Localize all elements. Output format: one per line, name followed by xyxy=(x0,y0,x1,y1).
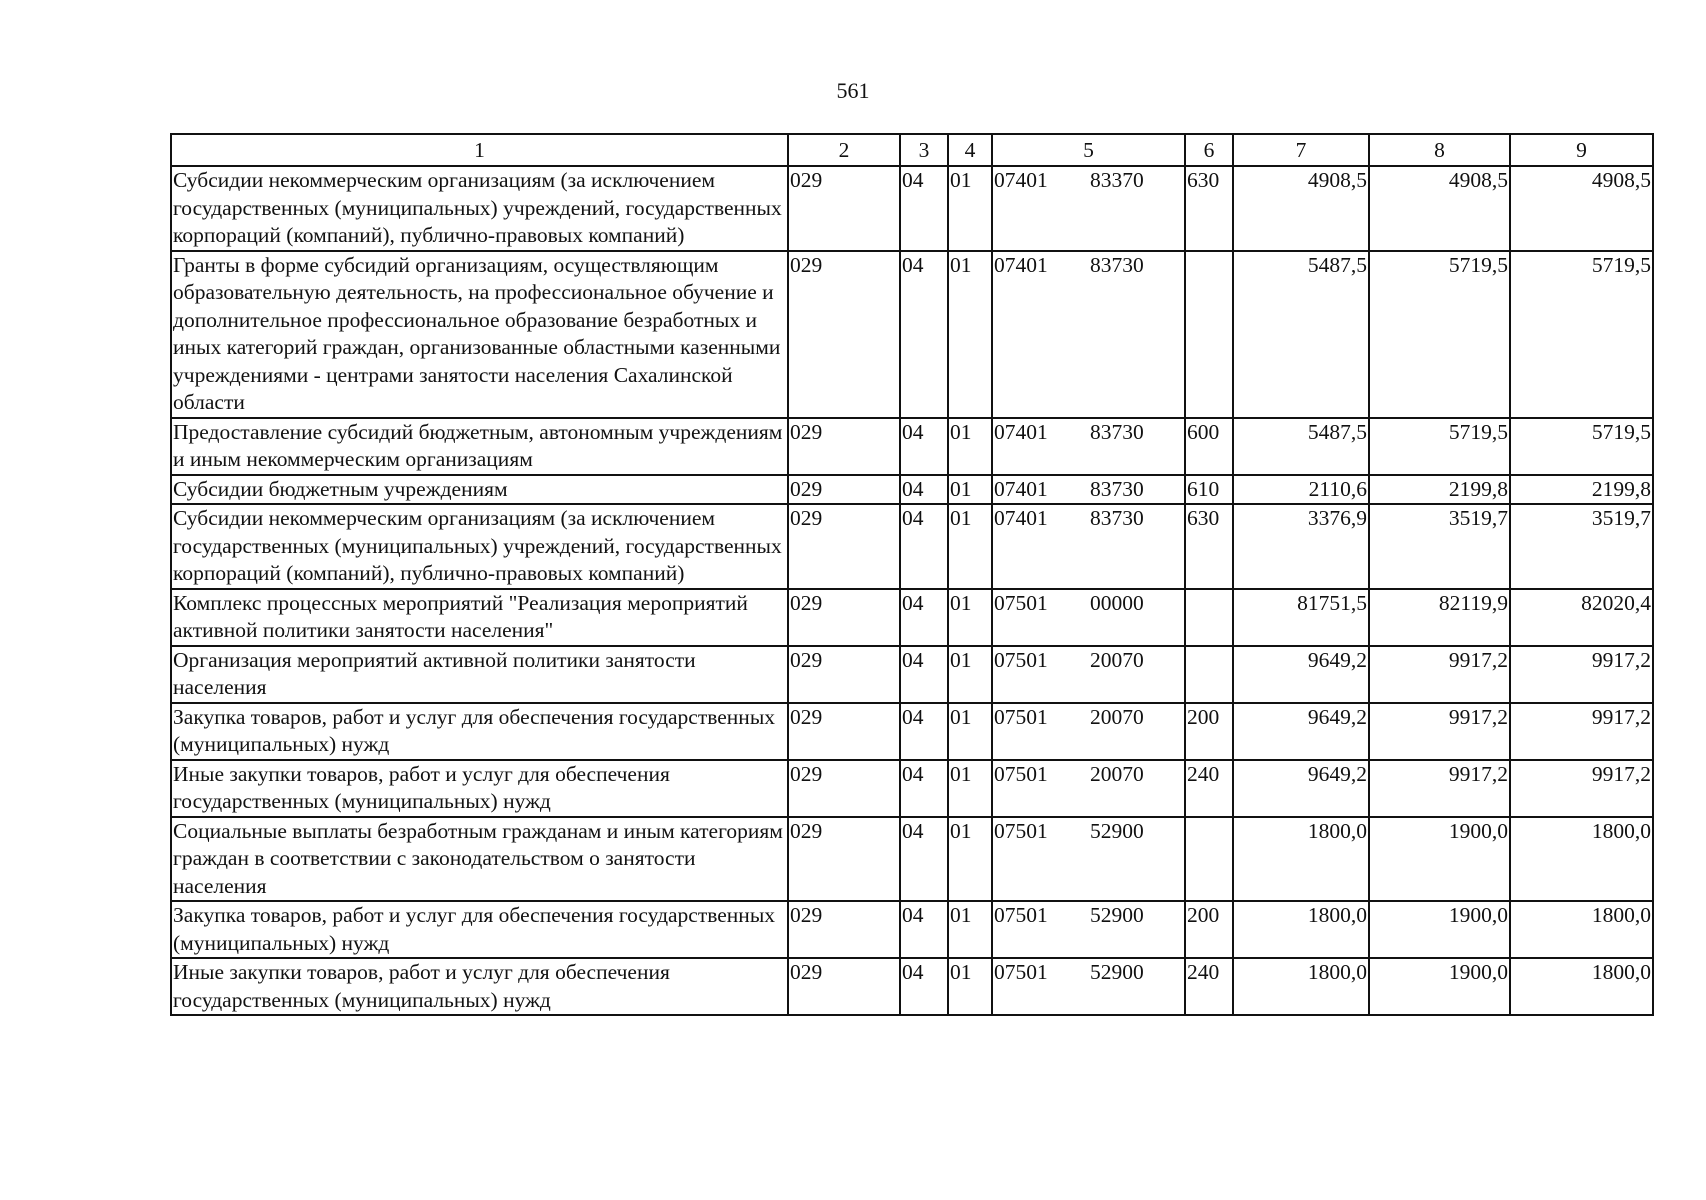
row-target-article-cell xyxy=(992,504,1185,589)
row-target-article-cell xyxy=(992,703,1185,760)
row-amount-year1-cell: 81751,5 xyxy=(1233,589,1369,646)
row-target-article-cell xyxy=(992,251,1185,418)
row-section-code-cell: 04 xyxy=(900,251,948,418)
row-amount-year2-cell: 82119,9 xyxy=(1369,589,1510,646)
target-article-program-code: 07401 xyxy=(994,419,1048,444)
target-article-direction-code: 83730 xyxy=(1090,419,1144,444)
row-subsection-code-cell: 01 xyxy=(948,589,992,646)
target-article-program-code: 07501 xyxy=(994,903,1048,927)
table-body xyxy=(171,166,1653,1015)
row-expense-type-cell: 630 xyxy=(1185,166,1233,251)
row-admin-code-cell: 029 xyxy=(788,901,900,958)
row-amount-year3-cell: 9917,2 xyxy=(1510,646,1653,703)
row-amount-year2-cell: 9917,2 xyxy=(1369,646,1510,703)
row-expense-type-cell: 610 xyxy=(1185,475,1233,505)
column-header-3: 3 xyxy=(900,134,948,166)
table-row xyxy=(171,817,1653,902)
row-name-cell: Закупка товаров, работ и услуг для обеспечения государственных (муниципальных) нужд xyxy=(171,703,788,760)
row-admin-code-cell: 029 xyxy=(788,166,900,251)
row-target-article-cell xyxy=(992,646,1185,703)
row-amount-year2-cell: 3519,7 xyxy=(1369,504,1510,589)
target-article-program-code: 07401 xyxy=(994,252,1048,277)
row-section-code-cell: 04 xyxy=(900,589,948,646)
budget-table xyxy=(170,133,1654,1016)
column-header-5: 5 xyxy=(992,134,1185,166)
row-amount-year3-cell: 1800,0 xyxy=(1510,817,1653,902)
table-row xyxy=(171,703,1653,760)
row-amount-year2-cell: 5719,5 xyxy=(1369,251,1510,418)
row-admin-code-cell: 029 xyxy=(788,817,900,902)
row-subsection-code-cell: 01 xyxy=(948,760,992,817)
row-name-cell: Субсидии бюджетным учреждениям xyxy=(171,475,788,505)
table-row xyxy=(171,418,1653,475)
row-subsection-code-cell: 01 xyxy=(948,703,992,760)
table-row xyxy=(171,166,1653,251)
row-admin-code-cell: 029 xyxy=(788,504,900,589)
row-admin-code-cell: 029 xyxy=(788,703,900,760)
row-admin-code-cell: 029 xyxy=(788,418,900,475)
table-header-row xyxy=(171,134,1653,166)
row-section-code-cell: 04 xyxy=(900,817,948,902)
row-amount-year3-cell: 3519,7 xyxy=(1510,504,1653,589)
row-amount-year3-cell: 9917,2 xyxy=(1510,760,1653,817)
row-amount-year1-cell: 1800,0 xyxy=(1233,901,1369,958)
table-row xyxy=(171,589,1653,646)
row-subsection-code-cell: 01 xyxy=(948,504,992,589)
row-section-code-cell: 04 xyxy=(900,166,948,251)
row-name-cell: Предоставление субсидий бюджетным, автономным учреждениям и иным некоммерческим организациям xyxy=(171,418,788,475)
column-header-7: 7 xyxy=(1233,134,1369,166)
table-row xyxy=(171,251,1653,418)
row-amount-year2-cell: 9917,2 xyxy=(1369,703,1510,760)
row-section-code-cell: 04 xyxy=(900,703,948,760)
target-article-direction-code: 52900 xyxy=(1090,818,1144,843)
row-subsection-code-cell: 01 xyxy=(948,817,992,902)
target-article-program-code: 07501 xyxy=(994,704,1048,729)
column-header-9: 9 xyxy=(1510,134,1653,166)
row-target-article-cell xyxy=(992,817,1185,902)
row-name-cell: Субсидии некоммерческим организациям (за исключением государственных (муниципальных) учреждений, государственных корпораций (компаний), публично-правовых компаний) xyxy=(171,504,788,589)
column-header-2: 2 xyxy=(788,134,900,166)
row-amount-year1-cell: 4908,5 xyxy=(1233,166,1369,251)
row-expense-type-cell xyxy=(1185,589,1233,646)
target-article-direction-code: 20070 xyxy=(1090,704,1144,729)
row-amount-year3-cell: 5719,5 xyxy=(1510,251,1653,418)
target-article-program-code: 07401 xyxy=(994,506,1048,530)
row-amount-year3-cell: 2199,8 xyxy=(1510,475,1653,505)
row-subsection-code-cell: 01 xyxy=(948,251,992,418)
row-expense-type-cell: 600 xyxy=(1185,418,1233,475)
row-target-article-cell xyxy=(992,901,1185,958)
row-expense-type-cell: 630 xyxy=(1185,504,1233,589)
column-header-8: 8 xyxy=(1369,134,1510,166)
target-article-program-code: 07501 xyxy=(994,761,1048,786)
target-article-direction-code: 83730 xyxy=(1090,476,1144,501)
target-article-direction-code: 83370 xyxy=(1090,168,1144,192)
row-name-cell: Закупка товаров, работ и услуг для обеспечения государственных (муниципальных) нужд xyxy=(171,901,788,958)
row-amount-year3-cell: 82020,4 xyxy=(1510,589,1653,646)
target-article-program-code: 07501 xyxy=(994,647,1048,672)
target-article-program-code: 07401 xyxy=(994,168,1048,192)
row-admin-code-cell: 029 xyxy=(788,646,900,703)
row-target-article-cell xyxy=(992,418,1185,475)
row-subsection-code-cell: 01 xyxy=(948,646,992,703)
table-row xyxy=(171,646,1653,703)
column-header-4: 4 xyxy=(948,134,992,166)
table-row xyxy=(171,475,1653,505)
column-header-6: 6 xyxy=(1185,134,1233,166)
table-row xyxy=(171,958,1653,1015)
row-amount-year2-cell: 9917,2 xyxy=(1369,760,1510,817)
row-amount-year1-cell: 3376,9 xyxy=(1233,504,1369,589)
row-expense-type-cell xyxy=(1185,646,1233,703)
row-section-code-cell: 04 xyxy=(900,504,948,589)
row-name-cell: Иные закупки товаров, работ и услуг для обеспечения государственных (муниципальных) нужд xyxy=(171,760,788,817)
row-subsection-code-cell: 01 xyxy=(948,958,992,1015)
row-subsection-code-cell: 01 xyxy=(948,418,992,475)
row-amount-year3-cell: 4908,5 xyxy=(1510,166,1653,251)
target-article-program-code: 07401 xyxy=(994,476,1048,501)
row-target-article-cell xyxy=(992,166,1185,251)
row-subsection-code-cell: 01 xyxy=(948,901,992,958)
row-target-article-cell xyxy=(992,475,1185,505)
row-admin-code-cell: 029 xyxy=(788,760,900,817)
row-amount-year2-cell: 1900,0 xyxy=(1369,958,1510,1015)
row-amount-year1-cell: 5487,5 xyxy=(1233,418,1369,475)
row-target-article-cell xyxy=(992,589,1185,646)
row-amount-year1-cell: 5487,5 xyxy=(1233,251,1369,418)
row-amount-year2-cell: 5719,5 xyxy=(1369,418,1510,475)
row-expense-type-cell: 200 xyxy=(1185,703,1233,760)
row-section-code-cell: 04 xyxy=(900,418,948,475)
row-admin-code-cell: 029 xyxy=(788,251,900,418)
table-row xyxy=(171,504,1653,589)
column-header-1: 1 xyxy=(171,134,788,166)
row-name-cell: Комплекс процессных мероприятий "Реализация мероприятий активной политики занятости населения" xyxy=(171,589,788,646)
row-section-code-cell: 04 xyxy=(900,475,948,505)
target-article-direction-code: 83730 xyxy=(1090,506,1144,530)
row-expense-type-cell: 240 xyxy=(1185,760,1233,817)
row-target-article-cell xyxy=(992,760,1185,817)
row-name-cell: Организация мероприятий активной политики занятости населения xyxy=(171,646,788,703)
table-row xyxy=(171,901,1653,958)
row-section-code-cell: 04 xyxy=(900,646,948,703)
row-expense-type-cell xyxy=(1185,817,1233,902)
target-article-direction-code: 20070 xyxy=(1090,761,1144,786)
row-name-cell: Гранты в форме субсидий организациям, осуществляющим образовательную деятельность, на профессиональное обучение и дополнительное профессиональное образование безработных и иных категорий граждан, организованные областными казенными учреждениями - центрами занятости населения Сахалинской области xyxy=(171,251,788,418)
row-amount-year2-cell: 4908,5 xyxy=(1369,166,1510,251)
row-admin-code-cell: 029 xyxy=(788,958,900,1015)
row-amount-year2-cell: 2199,8 xyxy=(1369,475,1510,505)
row-name-cell: Субсидии некоммерческим организациям (за исключением государственных (муниципальных) учреждений, государственных корпораций (компаний), публично-правовых компаний) xyxy=(171,166,788,251)
page-number: 561 xyxy=(836,78,870,103)
target-article-direction-code: 83730 xyxy=(1090,252,1144,277)
row-amount-year1-cell: 9649,2 xyxy=(1233,703,1369,760)
row-expense-type-cell: 240 xyxy=(1185,958,1233,1015)
row-name-cell: Социальные выплаты безработным гражданам и иным категориям граждан в соответствии с законодательством о занятости населения xyxy=(171,817,788,902)
target-article-direction-code: 52900 xyxy=(1090,960,1144,984)
row-amount-year3-cell: 1800,0 xyxy=(1510,901,1653,958)
target-article-direction-code: 20070 xyxy=(1090,647,1144,672)
row-admin-code-cell: 029 xyxy=(788,589,900,646)
row-subsection-code-cell: 01 xyxy=(948,475,992,505)
row-section-code-cell: 04 xyxy=(900,760,948,817)
target-article-program-code: 07501 xyxy=(994,818,1048,843)
row-amount-year1-cell: 9649,2 xyxy=(1233,760,1369,817)
target-article-program-code: 07501 xyxy=(994,960,1048,984)
row-amount-year1-cell: 1800,0 xyxy=(1233,817,1369,902)
row-section-code-cell: 04 xyxy=(900,958,948,1015)
row-expense-type-cell xyxy=(1185,251,1233,418)
row-expense-type-cell: 200 xyxy=(1185,901,1233,958)
row-amount-year3-cell: 5719,5 xyxy=(1510,418,1653,475)
row-admin-code-cell: 029 xyxy=(788,475,900,505)
row-amount-year2-cell: 1900,0 xyxy=(1369,817,1510,902)
row-amount-year2-cell: 1900,0 xyxy=(1369,901,1510,958)
row-amount-year1-cell: 9649,2 xyxy=(1233,646,1369,703)
row-amount-year1-cell: 1800,0 xyxy=(1233,958,1369,1015)
table-row xyxy=(171,760,1653,817)
row-amount-year3-cell: 1800,0 xyxy=(1510,958,1653,1015)
row-amount-year1-cell: 2110,6 xyxy=(1233,475,1369,505)
target-article-direction-code: 52900 xyxy=(1090,903,1144,927)
target-article-program-code: 07501 xyxy=(994,590,1048,615)
target-article-direction-code: 00000 xyxy=(1090,590,1144,615)
row-subsection-code-cell: 01 xyxy=(948,166,992,251)
row-target-article-cell xyxy=(992,958,1185,1015)
row-name-cell: Иные закупки товаров, работ и услуг для обеспечения государственных (муниципальных) нужд xyxy=(171,958,788,1015)
row-amount-year3-cell: 9917,2 xyxy=(1510,703,1653,760)
row-section-code-cell: 04 xyxy=(900,901,948,958)
